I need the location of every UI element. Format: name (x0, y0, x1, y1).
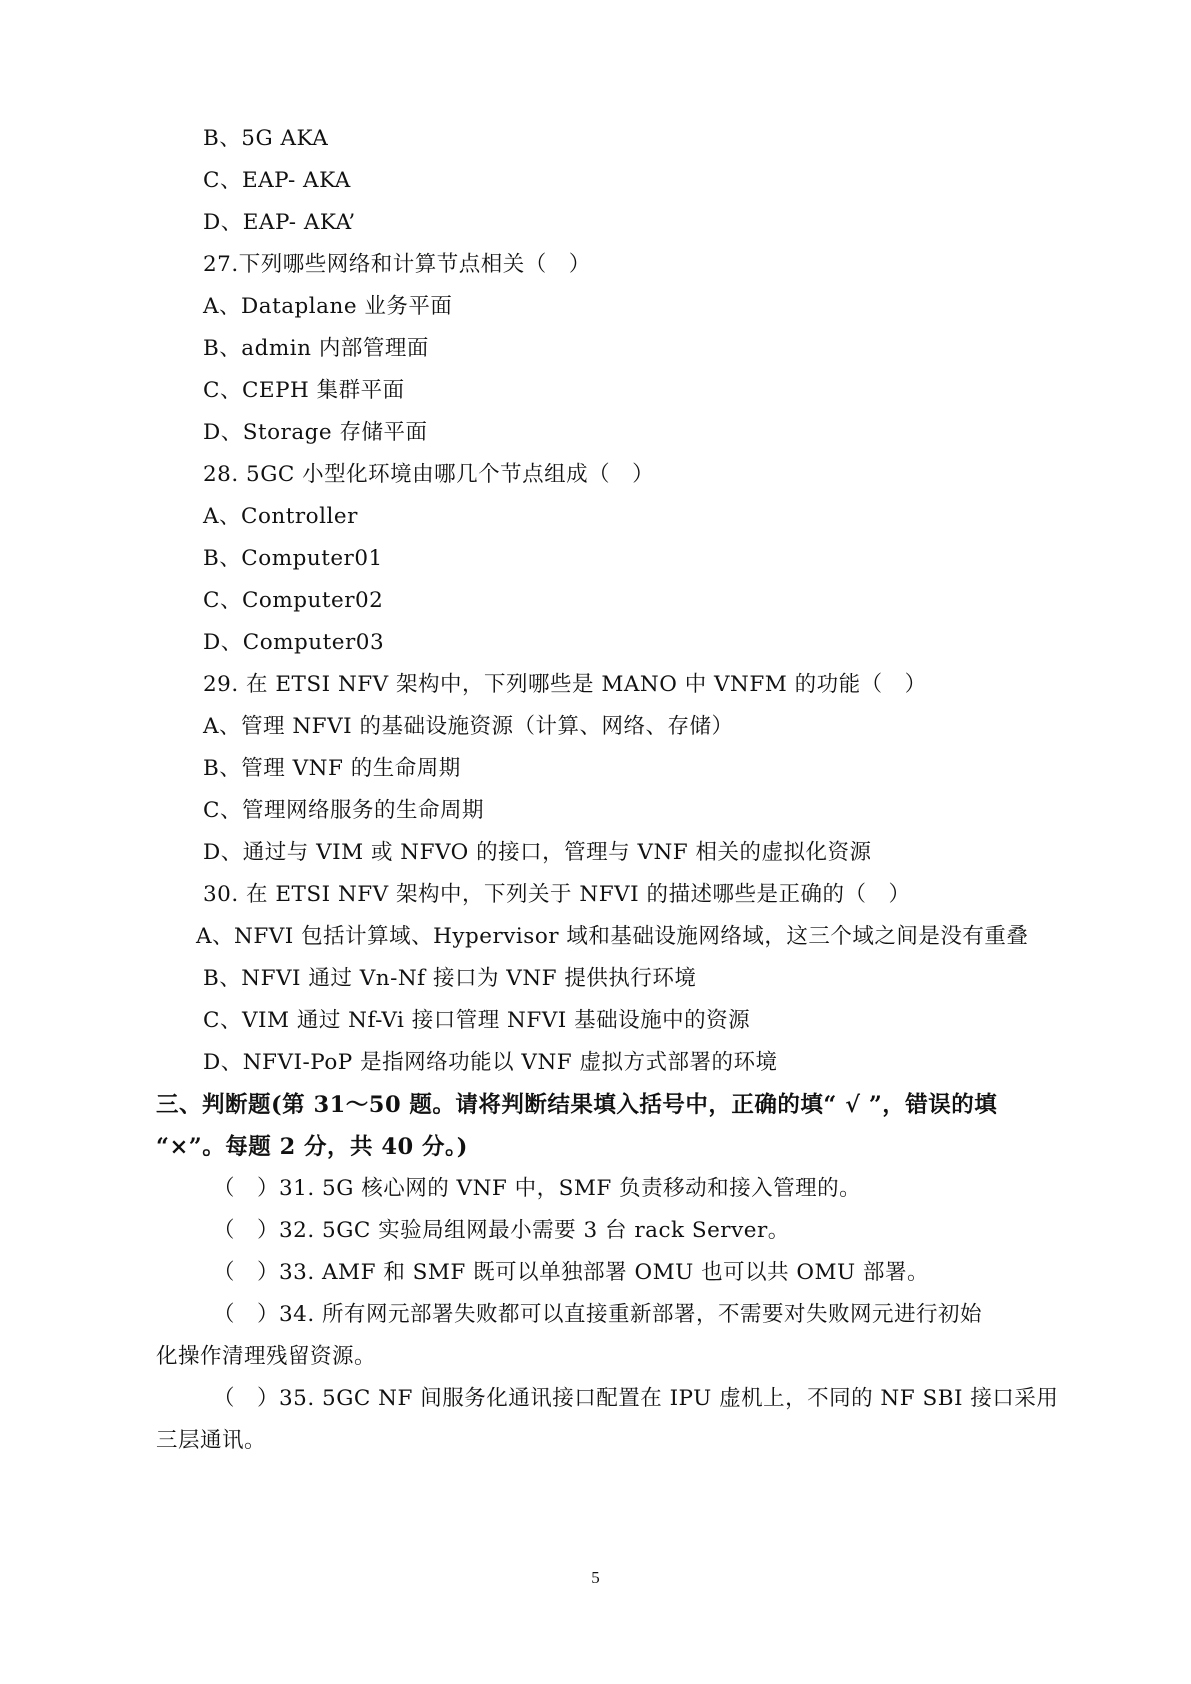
page-number: 5 (591, 1568, 600, 1587)
section-heading-line-2: “×”。每题 2 分，共 40 分。) (156, 1134, 468, 1160)
q30-option-d: D、NFVI-PoP 是指网络功能以 VNF 虚拟方式部署的环境 (203, 1050, 778, 1075)
q27-option-a: A、Dataplane 业务平面 (203, 294, 453, 319)
q28-option-d: D、Computer03 (203, 630, 385, 655)
question-28: 28. 5GC 小型化环境由哪几个节点组成（ ） (203, 462, 655, 487)
question-27: 27.下列哪些网络和计算节点相关（ ） (203, 252, 591, 277)
judgment-33: （ ）33. AMF 和 SMF 既可以单独部署 OMU 也可以共 OMU 部署。 (213, 1260, 930, 1285)
q30-option-b: B、NFVI 通过 Vn-Nf 接口为 VNF 提供执行环境 (203, 966, 697, 991)
q28-option-a: A、Controller (203, 504, 358, 529)
judgment-34: （ ）34. 所有网元部署失败都可以直接重新部署，不需要对失败网元进行初始 (213, 1302, 983, 1327)
q28-option-c: C、Computer02 (203, 588, 384, 613)
judgment-34-continued: 化操作清理残留资源。 (156, 1344, 377, 1369)
q27-option-b: B、admin 内部管理面 (203, 336, 429, 361)
q26-option-d: D、EAP- AKA’ (203, 210, 356, 235)
q29-option-c: C、管理网络服务的生命周期 (203, 798, 484, 823)
q27-option-d: D、Storage 存储平面 (203, 420, 428, 445)
q29-option-b: B、管理 VNF 的生命周期 (203, 756, 461, 781)
judgment-35: （ ）35. 5GC NF 间服务化通讯接口配置在 IPU 虚机上，不同的 NF SBI 接口采用 (213, 1386, 1059, 1411)
q26-option-c: C、EAP- AKA (203, 168, 351, 193)
judgment-31: （ ）31. 5G 核心网的 VNF 中，SMF 负责移动和接入管理的。 (213, 1176, 862, 1201)
q29-option-d: D、通过与 VIM 或 NFVO 的接口，管理与 VNF 相关的虚拟化资源 (203, 840, 872, 865)
q28-option-b: B、Computer01 (203, 546, 383, 571)
q30-option-a: A、NFVI 包括计算域、Hypervisor 域和基础设施网络域，这三个域之间是没有重叠 (196, 924, 1029, 949)
question-30: 30. 在 ETSI NFV 架构中，下列关于 NFVI 的描述哪些是正确的（ ） (203, 882, 911, 907)
q27-option-c: C、CEPH 集群平面 (203, 378, 405, 403)
section-heading-line-1: 三、判断题(第 31～50 题。请将判断结果填入括号中，正确的填“ √ ”，错误的填 (156, 1092, 998, 1118)
q29-option-a: A、管理 NFVI 的基础设施资源（计算、网络、存储） (203, 714, 734, 739)
judgment-32: （ ）32. 5GC 实验局组网最小需要 3 台 rack Server。 (213, 1218, 790, 1243)
q30-option-c: C、VIM 通过 Nf-Vi 接口管理 NFVI 基础设施中的资源 (203, 1008, 751, 1033)
judgment-35-continued: 三层通讯。 (156, 1428, 267, 1453)
question-29: 29. 在 ETSI NFV 架构中，下列哪些是 MANO 中 VNFM 的功能（ ） (203, 672, 927, 697)
q26-option-b: B、5G AKA (203, 126, 329, 151)
